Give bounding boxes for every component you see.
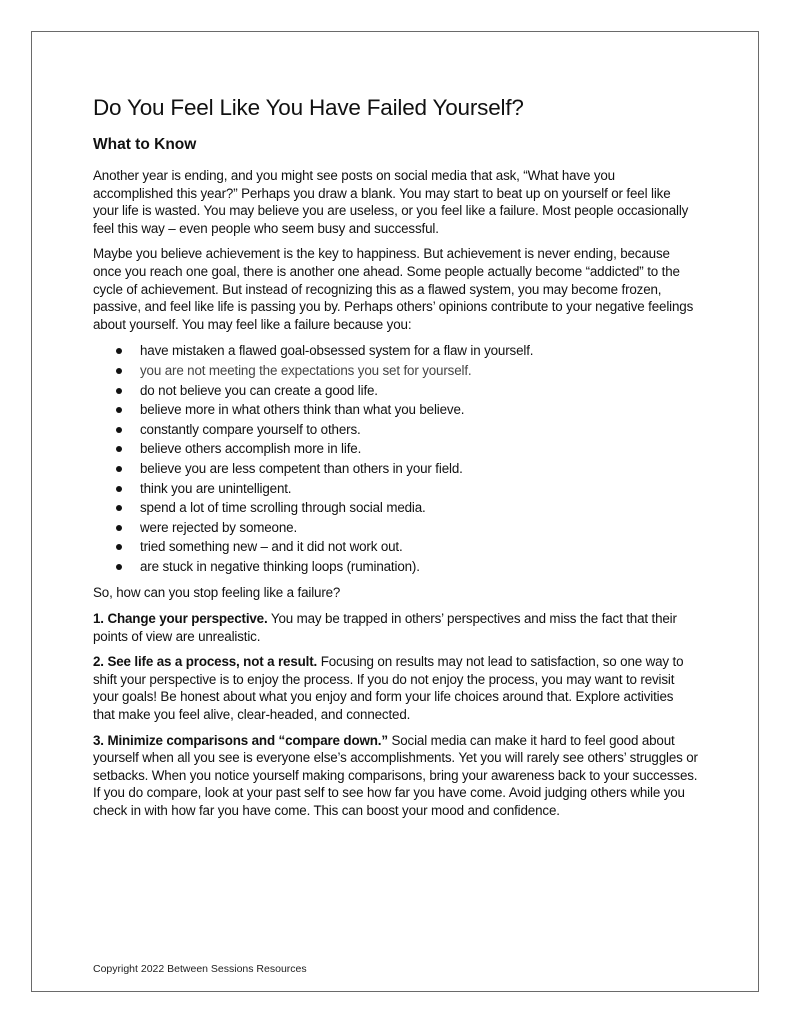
list-item: spend a lot of time scrolling through social media. bbox=[93, 498, 698, 518]
list-item: believe more in what others think than what you believe. bbox=[93, 400, 698, 420]
tip-paragraph-3 bbox=[93, 732, 698, 820]
bullet-icon bbox=[116, 446, 122, 452]
bullet-icon bbox=[116, 505, 122, 511]
list-item: constantly compare yourself to others. bbox=[93, 420, 698, 440]
question-paragraph: So, how can you stop feeling like a failure? bbox=[93, 585, 341, 601]
list-item: believe others accomplish more in life. bbox=[93, 439, 698, 459]
bullet-icon bbox=[116, 466, 122, 472]
page-title: Do You Feel Like You Have Failed Yourself? bbox=[93, 95, 524, 120]
bullet-icon bbox=[116, 407, 122, 413]
tip-paragraph-2 bbox=[93, 653, 698, 723]
tip-heading: 2. See life as a process, not a result. bbox=[93, 654, 318, 670]
list-item: tried something new – and it did not work out. bbox=[93, 537, 698, 557]
tip-paragraph-1 bbox=[93, 610, 698, 645]
bullet-icon bbox=[116, 368, 122, 374]
document-body bbox=[93, 94, 698, 828]
tip-body: Social media can make it hard to feel good about yourself when all you see is everyone else’s accomplishments. Yet you will rarely see others’ struggles or setbacks. When you notice yourself making comparisons, bring your awareness back to your successes. If you do compare, look at your past self to see how far you have come. Avoid judging others while you check in with how far you have come. This can boost your mood and confidence. bbox=[93, 732, 698, 818]
bullet-icon bbox=[116, 388, 122, 394]
section-heading: What to Know bbox=[93, 136, 197, 153]
copyright-footer: Copyright 2022 Between Sessions Resources bbox=[93, 963, 307, 975]
bullet-icon bbox=[116, 486, 122, 492]
tip-heading: 1. Change your perspective. bbox=[93, 611, 268, 627]
intro-paragraph: Another year is ending, and you might see posts on social media that ask, “What have you accomplished this year?” Perhaps you draw a blank. You may start to beat up on yourself or feel like your life is wasted. You may believe you are useless, or you feel like a failure. Most people occasionally feel this way – even people who seem busy and successful. bbox=[93, 168, 689, 236]
tip-heading: 3. Minimize comparisons and “compare down.” bbox=[93, 732, 388, 748]
bullet-icon bbox=[116, 348, 122, 354]
achievement-paragraph: Maybe you believe achievement is the key to happiness. But achievement is never ending, because once you reach one goal, there is another one ahead. Some people actually become “addicted” to the cycle of achievement. But instead of recognizing this as a flawed system, you may become frozen, passive, and feel like life is passing you by. Perhaps others’ opinions contribute to your negative feelings about yourself. You may feel like a failure because you: bbox=[93, 246, 694, 332]
bullet-icon bbox=[116, 564, 122, 570]
list-item: do not believe you can create a good life. bbox=[93, 381, 698, 401]
list-item: you are not meeting the expectations you set for yourself. bbox=[93, 361, 698, 381]
list-item: are stuck in negative thinking loops (rumination). bbox=[93, 557, 698, 577]
bullet-icon bbox=[116, 544, 122, 550]
bullet-icon bbox=[116, 525, 122, 531]
list-item: were rejected by someone. bbox=[93, 518, 698, 538]
list-item: believe you are less competent than others in your field. bbox=[93, 459, 698, 479]
reasons-list bbox=[93, 341, 698, 576]
tip-body: Focusing on results may not lead to satisfaction, so one way to shift your perspective is to enjoy the process. If you do not enjoy the process, you may want to revisit your goals! Be honest about what you enjoy and form your life choices around that. Explore activities that make you feel alive, clear-headed, and connected. bbox=[93, 654, 684, 723]
list-item: think you are unintelligent. bbox=[93, 479, 698, 499]
bullet-icon bbox=[116, 427, 122, 433]
tip-body: You may be trapped in others’ perspectives and miss the fact that their points of view are unrealistic. bbox=[93, 611, 677, 644]
list-item: have mistaken a flawed goal-obsessed system for a flaw in yourself. bbox=[93, 341, 698, 361]
